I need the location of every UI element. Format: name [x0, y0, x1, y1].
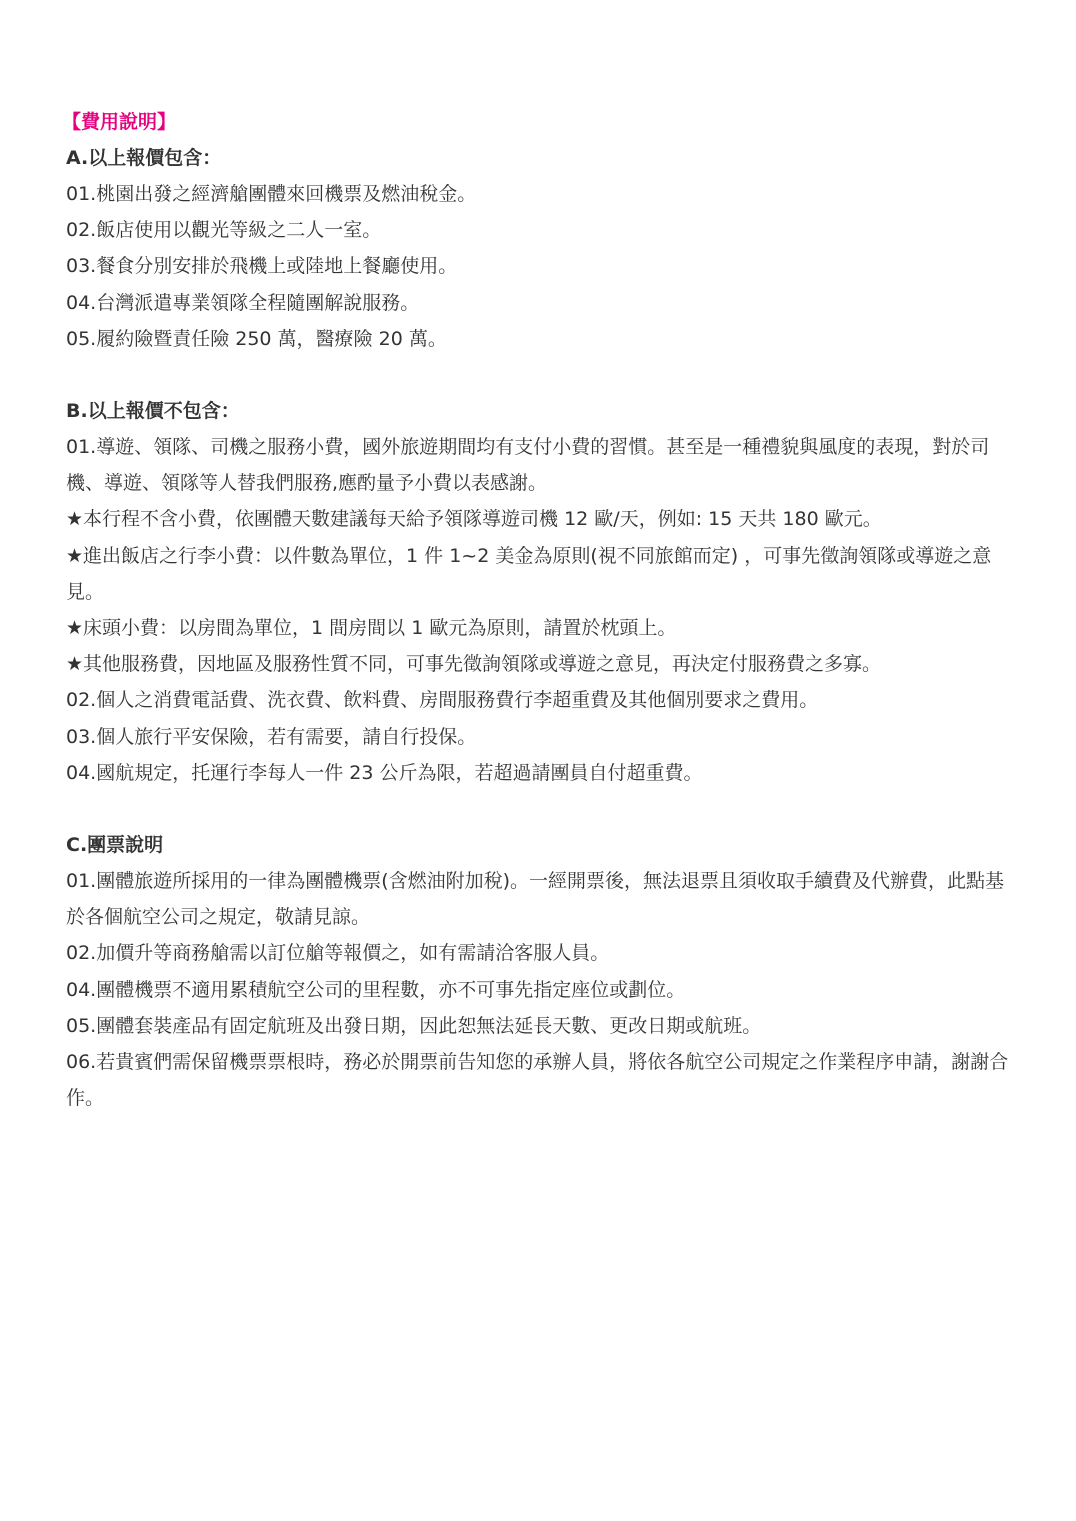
list-item: 02.加價升等商務艙需以訂位艙等報價之，如有需請洽客服人員。	[66, 942, 610, 965]
section-included	[66, 140, 1016, 357]
section-group-ticket	[66, 827, 1016, 1116]
list-item: 04.團體機票不適用累積航空公司的里程數，亦不可事先指定座位或劃位。	[66, 978, 686, 1001]
list-item: 05.團體套裝產品有固定航班及出發日期，因此恕無法延長天數、更改日期或航班。	[66, 1014, 762, 1037]
list-item: 01.桃園出發之經濟艙團體來回機票及燃油稅金。	[66, 183, 477, 205]
section-not-included	[66, 393, 1016, 791]
list-item: ★床頭小費：以房間為單位，1 間房間以 1 歐元為原則，請置於枕頭上。	[66, 617, 677, 640]
list-item: 01.導遊、領隊、司機之服務小費，國外旅遊期間均有支付小費的習慣。甚至是一種禮貌與風度的表現，對於司機、導遊、領隊等人替我們服務,應酌量予小費以表感謝。	[66, 436, 990, 495]
list-item: ★其他服務費，因地區及服務性質不同，可事先徵詢領隊或導遊之意見，再決定付服務費之多寡。	[66, 653, 882, 676]
section-group-ticket-heading: C.團票說明	[66, 834, 164, 857]
list-item: 03.餐食分別安排於飛機上或陸地上餐廳使用。	[66, 255, 458, 278]
list-item: ★進出飯店之行李小費：以件數為單位，1 件 1~2 美金為原則(視不同旅館而定) ，可事先徵詢領隊或導遊之意見。	[66, 544, 992, 603]
list-item: 03.個人旅行平安保險，若有需要，請自行投保。	[66, 725, 477, 748]
list-item: 04.國航規定，托運行李每人一件 23 公斤為限，若超過請團員自付超重費。	[66, 761, 703, 784]
list-item: 04.台灣派遣專業領隊全程隨團解說服務。	[66, 291, 420, 314]
section-spacer	[66, 357, 1016, 393]
section-not-included-heading: B.以上報價不包含：	[66, 400, 240, 423]
list-item: ★本行程不含小費，依團體天數建議每天給予領隊導遊司機 12 歐/天，例如: 15 天共 180 歐元。	[66, 508, 882, 531]
list-item: 02.飯店使用以觀光等級之二人一室。	[66, 219, 382, 242]
section-included-heading: A.以上報價包含：	[66, 147, 222, 169]
page-title: 【費用說明】	[62, 111, 177, 133]
list-item: 05.履約險暨責任險 250 萬，醫療險 20 萬。	[66, 327, 447, 350]
list-item: 02.個人之消費電話費、洗衣費、飲料費、房間服務費行李超重費及其他個別要求之費用。	[66, 689, 819, 712]
list-item: 01.團體旅遊所採用的一律為團體機票(含燃油附加稅)。一經開票後，無法退票且須收取手續費及代辦費，此點基於各個航空公司之規定，敬請見諒。	[66, 870, 1005, 929]
section-spacer	[66, 791, 1016, 827]
list-item: 06.若貴賓們需保留機票票根時，務必於開票前告知您的承辦人員，將依各航空公司規定之作業程序申請，謝謝合作。	[66, 1051, 1009, 1110]
